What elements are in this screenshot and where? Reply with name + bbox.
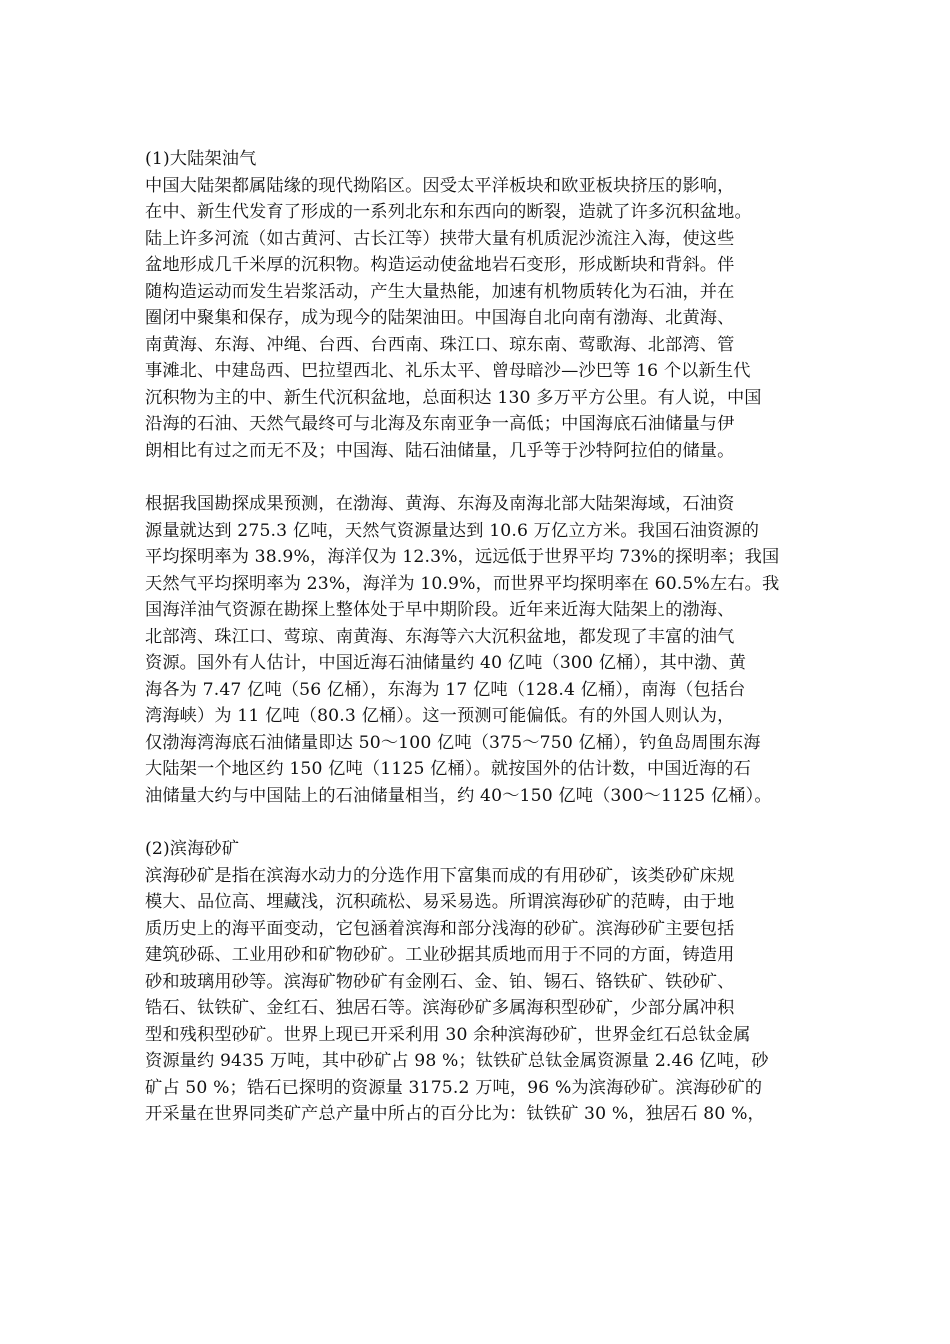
paragraph-gap xyxy=(145,809,810,836)
text-line: 朗相比有过之而无不及；中国海、陆石油储量，几乎等于沙特阿拉伯的储量。 xyxy=(145,440,735,461)
text-line: 滨海砂矿是指在滨海水动力的分选作用下富集而成的有用砂矿，该类砂矿床规 xyxy=(145,865,735,886)
section-heading: (1)大陆架油气 xyxy=(145,149,257,169)
paragraph xyxy=(145,863,810,1128)
text-line: 北部湾、珠江口、莺琼、南黄海、东海等六大沉积盆地，都发现了丰富的油气 xyxy=(145,626,735,647)
text-line: 型和残积型砂矿。世界上现已开采利用 30 余种滨海砂矿，世界金红石总钛金属 xyxy=(145,1024,751,1045)
text-line: 中国大陆架都属陆缘的现代拗陷区。因受太平洋板块和欧亚板块挤压的影响， xyxy=(145,175,735,196)
text-line: 圈闭中聚集和保存，成为现今的陆架油田。中国海自北向南有渤海、北黄海、 xyxy=(145,308,735,328)
text-line: 沿海的石油、天然气最终可与北海及东南亚争一高低；中国海底石油储量与伊 xyxy=(145,414,735,434)
text-line: 事滩北、中建岛西、巴拉望西北、礼乐太平、曾母暗沙—沙巴等 16 个以新生代 xyxy=(145,361,751,381)
paragraph-gap xyxy=(145,464,810,491)
text-line: 湾海峡）为 11 亿吨（80.3 亿桶）。这一预测可能偏低。有的外国人则认为， xyxy=(145,706,735,726)
text-line: 矿占 50 %；锆石已探明的资源量 3175.2 万吨，96 %为滨海砂矿。滨海砂矿的 xyxy=(145,1077,763,1098)
text-line: 随构造运动而发生岩浆活动，产生大量热能，加速有机物质转化为石油，并在 xyxy=(145,281,735,302)
document-page xyxy=(145,146,810,1128)
text-line: 建筑砂砾、工业用砂和矿物砂矿。工业砂据其质地而用于不同的方面，铸造用 xyxy=(145,945,735,965)
text-line: 砂和玻璃用砂等。滨海矿物砂矿有金刚石、金、铂、锡石、铬铁矿、铁砂矿、 xyxy=(145,971,735,992)
text-line: 陆上许多河流（如古黄河、古长江等）挟带大量有机质泥沙流注入海，使这些 xyxy=(145,228,735,249)
paragraph xyxy=(145,491,810,809)
text-line: 锆石、钛铁矿、金红石、独居石等。滨海砂矿多属海积型砂矿，少部分属冲积 xyxy=(145,998,735,1018)
text-line: 资源量约 9435 万吨，其中砂矿占 98 %；钛铁矿总钛金属资源量 2.46 亿吨，砂 xyxy=(145,1051,769,1071)
text-line: 盆地形成几千米厚的沉积物。构造运动使盆地岩石变形，形成断块和背斜。伴 xyxy=(145,255,735,275)
text-line: 大陆架一个地区约 150 亿吨（1125 亿桶）。就按国外的估计数，中国近海的石 xyxy=(145,759,751,779)
text-line: 根据我国勘探成果预测，在渤海、黄海、东海及南海北部大陆架海域，石油资 xyxy=(145,494,735,514)
text-line: 天然气平均探明率为 23%，海洋为 10.9%，而世界平均探明率在 60.5%左右。我 xyxy=(145,573,780,594)
text-line: 平均探明率为 38.9%，海洋仅为 12.3%，远远低于世界平均 73%的探明率；我国 xyxy=(145,547,780,567)
text-line: 模大、品位高、埋藏浅，沉积疏松、易采易选。所谓滨海砂矿的范畴，由于地 xyxy=(145,892,735,912)
text-line: 南黄海、东海、冲绳、台西、台西南、珠江口、琼东南、莺歌海、北部湾、管 xyxy=(145,334,735,355)
text-line: 开采量在世界同类矿产总产量中所占的百分比为：钛铁矿 30 %，独居石 80 %， xyxy=(145,1104,765,1124)
text-line: 油储量大约与中国陆上的石油储量相当，约 40～150 亿吨（300～1125 亿桶）。 xyxy=(145,785,772,806)
text-line: 海各为 7.47 亿吨（56 亿桶），东海为 17 亿吨（128.4 亿桶），南海（包括台 xyxy=(145,679,746,700)
text-line: 质历史上的海平面变动，它包涵着滨海和部分浅海的砂矿。滨海砂矿主要包括 xyxy=(145,918,735,939)
section-heading: (2)滨海砂矿 xyxy=(145,839,240,859)
text-line: 资源。国外有人估计，中国近海石油储量约 40 亿吨（300 亿桶），其中渤、黄 xyxy=(145,653,747,673)
paragraph xyxy=(145,173,810,465)
text-line: 沉积物为主的中、新生代沉积盆地，总面积达 130 多万平方公里。有人说，中国 xyxy=(145,387,762,408)
text-line: 在中、新生代发育了形成的一系列北东和东西向的断裂，造就了许多沉积盆地。 xyxy=(145,202,752,222)
text-line: 国海洋油气资源在勘探上整体处于早中期阶段。近年来近海大陆架上的渤海、 xyxy=(145,600,735,620)
text-line: 仅渤海湾海底石油储量即达 50～100 亿吨（375～750 亿桶），钓鱼岛周围东海 xyxy=(145,732,761,753)
text-line: 源量就达到 275.3 亿吨，天然气资源量达到 10.6 万亿立方米。我国石油资源的 xyxy=(145,520,760,541)
